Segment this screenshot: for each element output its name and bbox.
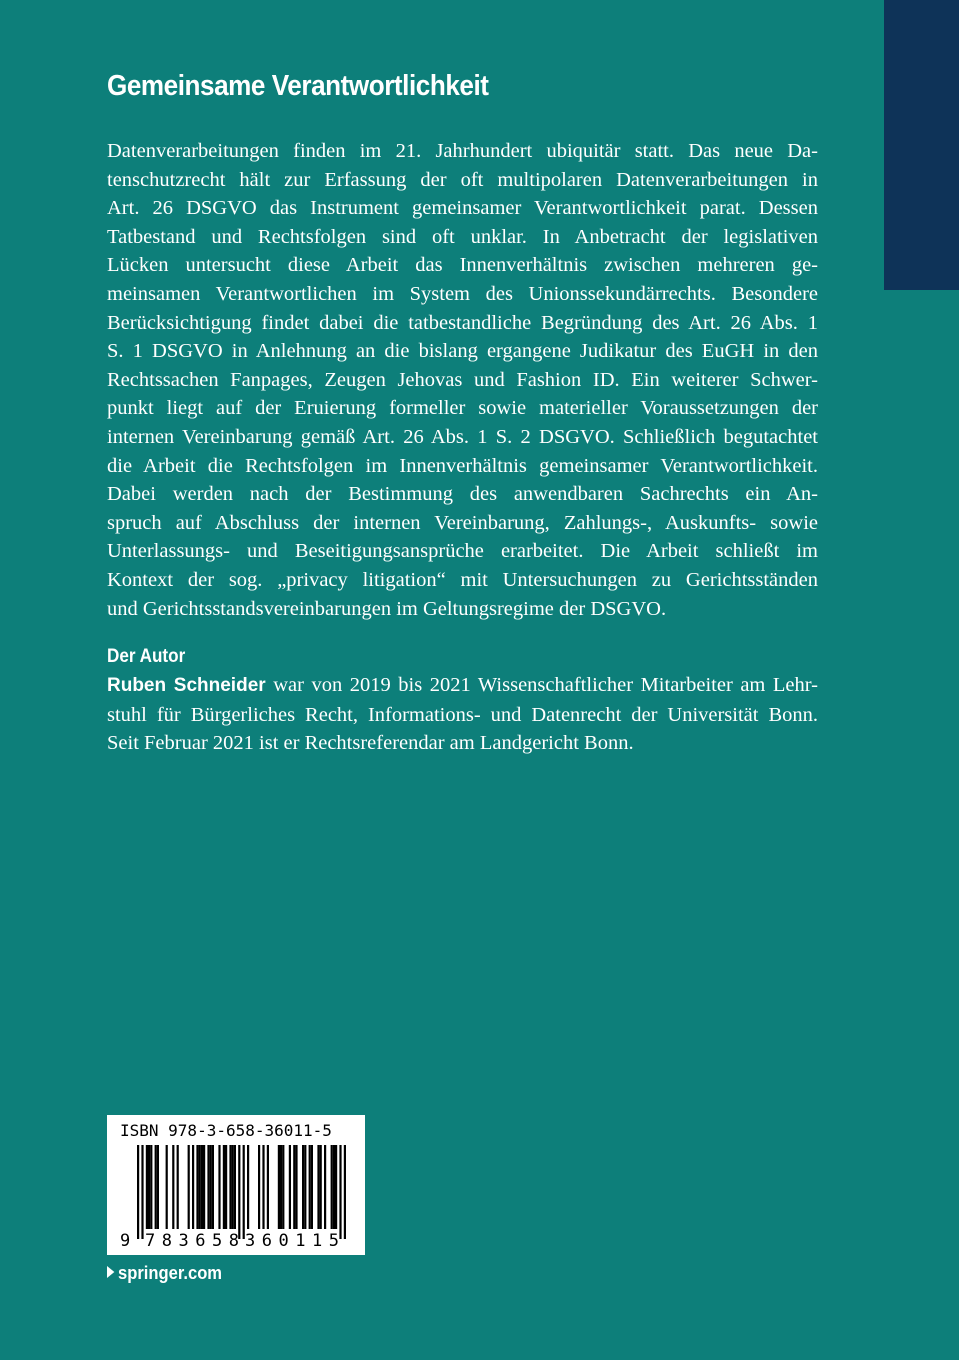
barcode-bar xyxy=(311,1145,313,1229)
barcode-bar xyxy=(320,1145,322,1229)
description-line: internen Vereinbarung gemäß Art. 26 Abs. 1 S. 2 DSGVO. Schließlich begutachtet xyxy=(107,425,818,448)
barcode-bar xyxy=(196,1145,198,1229)
publisher-website[interactable] xyxy=(107,1263,222,1284)
barcode-bar xyxy=(309,1145,311,1229)
barcode-bar xyxy=(166,1145,168,1229)
barcode-bar xyxy=(155,1145,157,1229)
ean-right-digits: 360115 xyxy=(245,1231,339,1251)
barcode-bar xyxy=(258,1145,260,1229)
barcode-bar xyxy=(148,1145,150,1229)
description-line: S. 1 DSGVO in Anlehnung an die bislang ergangene Judikatur des EuGH in den xyxy=(107,340,818,363)
barcode-bar xyxy=(177,1145,179,1229)
barcode-guard-bar xyxy=(243,1145,245,1239)
barcode-bar xyxy=(229,1145,231,1229)
author-section xyxy=(107,644,818,758)
barcode-bar xyxy=(331,1145,333,1229)
barcode-guard-bar xyxy=(339,1145,341,1239)
author-bio-line: stuhl für Bürgerliches Recht, Informations- und Datenrecht der Universität Bonn. xyxy=(107,703,818,726)
barcode-bar xyxy=(146,1145,148,1229)
barcode-bar xyxy=(304,1145,306,1229)
description-line: Rechtssachen Fanpages, Zeugen Jehovas und Fashion ID. Ein weiterer Schwer- xyxy=(107,368,818,391)
author-bio-line: war von 2019 bis 2021 Wissenschaftlicher Mitarbeiter am Lehr- xyxy=(265,674,819,696)
isbn-label: ISBN 978-3-658-36011-5 xyxy=(120,1121,332,1140)
barcode-guard-bar xyxy=(137,1145,139,1239)
author-name: Ruben Schneider xyxy=(107,675,266,696)
barcode-bar xyxy=(225,1145,227,1229)
barcode-bar xyxy=(282,1145,284,1229)
barcode-guard-bar xyxy=(344,1145,346,1239)
description-line: Kontext der sog. „privacy litigation“ mit Untersuchungen zu Gerichtsständen xyxy=(107,568,818,591)
description-line: Dabei werden nach der Bestimmung des anwendbaren Sachrechts ein An- xyxy=(107,483,818,506)
barcode-bar xyxy=(278,1145,280,1229)
barcode-bar xyxy=(280,1145,282,1229)
isbn-barcode xyxy=(107,1115,365,1255)
publisher-website-text: springer.com xyxy=(118,1263,223,1283)
barcode-bar xyxy=(223,1145,225,1229)
barcode-bar xyxy=(199,1145,201,1229)
author-heading: Der Autor xyxy=(107,646,186,667)
description-line: Tatbestand und Rechtsfolgen sind oft unklar. In Anbetracht der legislativen xyxy=(107,225,818,248)
description-line: Art. 26 DSGVO das Instrument gemeinsamer Verantwortlichkeit parat. Dessen xyxy=(107,197,818,220)
barcode-bar xyxy=(207,1145,209,1229)
barcode-bar xyxy=(201,1145,203,1229)
barcode-bar xyxy=(203,1145,205,1229)
barcode-bar xyxy=(210,1145,212,1229)
barcode-bar xyxy=(157,1145,159,1229)
description-line: meinsamen Verantwortlichen im System des Unionssekundärrechts. Besondere xyxy=(107,282,818,305)
book-description xyxy=(107,137,818,623)
barcode-bar xyxy=(188,1145,190,1229)
barcode-bar xyxy=(212,1145,214,1229)
barcode-bar xyxy=(333,1145,335,1229)
barcode-bar xyxy=(262,1145,264,1229)
arrow-right-icon xyxy=(107,1266,114,1278)
book-title: Gemeinsame Verantwortlichkeit xyxy=(107,70,489,102)
barcode-bar xyxy=(247,1145,249,1229)
barcode-guard-bar xyxy=(141,1145,143,1239)
barcode-bar xyxy=(172,1145,174,1229)
author-bio xyxy=(107,671,818,758)
ean-left-digits: 783658 xyxy=(145,1231,239,1251)
barcode-bar xyxy=(295,1145,297,1229)
description-line: tenschutzrecht hält zur Erfassung der oft multipolaren Datenverarbeitungen in xyxy=(107,168,818,191)
barcode-graphic xyxy=(107,1115,365,1255)
description-line: spruch auf Abschluss der internen Vereinbarung, Zahlungs-, Auskunfts- sowie xyxy=(107,511,818,534)
barcode-bar xyxy=(192,1145,194,1229)
ean-first-digit: 9 xyxy=(120,1231,131,1251)
barcode-bar xyxy=(302,1145,304,1229)
description-line: die Arbeit die Rechtsfolgen im Innenverhältnis gemeinsamer Verantwortlichkeit. xyxy=(107,454,818,477)
description-line: und Gerichtsstandsvereinbarungen im Geltungsregime der DSGVO. xyxy=(107,597,667,620)
barcode-bar xyxy=(317,1145,319,1229)
description-line: Berücksichtigung findet dabei die tatbestandliche Begründung des Art. 26 Abs. 1 xyxy=(107,311,818,334)
author-bio-line: Seit Februar 2021 ist er Rechtsreferendar am Landgericht Bonn. xyxy=(107,732,634,755)
barcode-bar xyxy=(234,1145,236,1229)
barcode-bar xyxy=(289,1145,291,1229)
description-line: Lücken untersucht diese Arbeit das Innenverhältnis zwischen mehreren ge- xyxy=(107,254,818,277)
description-line: punkt liegt auf der Eruierung formeller sowie materieller Voraussetzungen der xyxy=(107,397,818,420)
description-line: Unterlassungs- und Beseitigungsansprüche erarbeitet. Die Arbeit schließt im xyxy=(107,540,818,563)
barcode-bar xyxy=(335,1145,337,1229)
barcode-bar xyxy=(218,1145,220,1229)
barcode-bar xyxy=(293,1145,295,1229)
barcode-guard-bar xyxy=(238,1145,240,1239)
barcode-bar xyxy=(324,1145,326,1229)
description-line: Datenverarbeitungen finden im 21. Jahrhundert ubiquitär statt. Das neue Da- xyxy=(107,140,818,162)
barcode-bar xyxy=(267,1145,269,1229)
corner-color-block xyxy=(884,0,959,290)
barcode-bar xyxy=(232,1145,234,1229)
barcode-bar xyxy=(150,1145,152,1229)
